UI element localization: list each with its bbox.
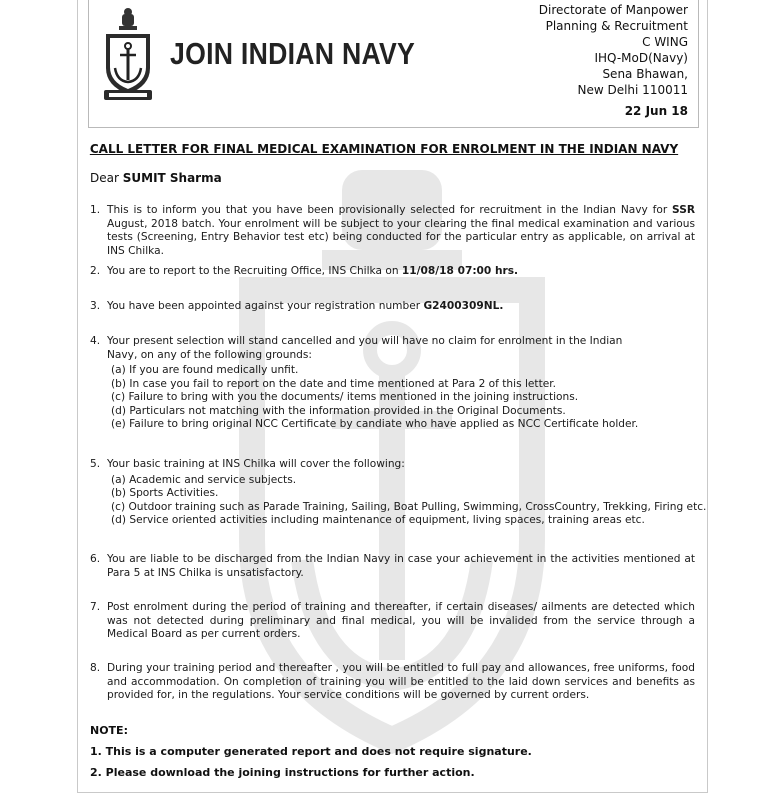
candidate-first-name: SUMIT xyxy=(122,171,166,185)
candidate-last-name: Sharma xyxy=(165,171,222,185)
page-border-right xyxy=(707,0,708,792)
indian-navy-crest-icon xyxy=(100,6,156,102)
paragraph-text: Post enrolment during the period of training and thereafter, if certain diseases/ ailments are detected which was not detected during preliminary and final medical, you will be invalided from the service through a Medical Board as per current orders. xyxy=(107,601,695,640)
note-item: 2. Please download the joining instructions for further action. xyxy=(90,766,475,779)
paragraph-number: 8. xyxy=(90,662,101,674)
note-heading: NOTE: xyxy=(90,724,128,737)
paragraph-line: Your basic training at INS Chilka will cover the following: xyxy=(107,458,405,470)
paragraph-text xyxy=(107,458,707,528)
paragraph-2 xyxy=(90,265,696,279)
paragraph-text xyxy=(107,300,695,314)
paragraph-text-a: This is to inform you that you have been provisionally selected for recruitment in the Indian Navy for xyxy=(107,204,673,216)
address-line: Sena Bhawan, xyxy=(602,67,688,81)
paragraph-line: Navy, on any of the following grounds: xyxy=(107,348,312,361)
paragraph-number: 5. xyxy=(90,458,101,470)
paragraph-3 xyxy=(90,300,696,314)
paragraph-text-b: August, 2018 batch. Your enrolment will be subject to your clearing the final medical examination and various tests (Screening, Entry Behavior test etc) being conducted for the particular entry as applicable, on arrival at INS Chilka. xyxy=(107,217,695,257)
list-item: (c) Outdoor training such as Parade Training, Sailing, Boat Pulling, Swimming, CrossCountry, Trekking, Firing etc. xyxy=(111,500,707,513)
list-item: (d) Service oriented activities including maintenance of equipment, living spaces, training areas etc. xyxy=(111,514,645,526)
list-item: (a) Academic and service subjects. xyxy=(111,473,297,486)
paragraph-number: 4. xyxy=(90,335,101,347)
list-item: (a) If you are found medically unfit. xyxy=(111,364,299,376)
paragraph-text xyxy=(107,335,695,432)
list-item: (c) Failure to bring with you the documents/ items mentioned in the joining instructions. xyxy=(111,391,579,403)
address-line: Planning & Recruitment xyxy=(545,19,688,33)
registration-number: G2400309NL. xyxy=(423,300,504,312)
address-line: New Delhi 110011 xyxy=(577,83,688,97)
list-item: (d) Particulars not matching with the information provided in the Original Documents. xyxy=(111,404,566,417)
list-item: (b) In case you fail to report on the date and time mentioned at Para 2 of this letter. xyxy=(111,377,556,390)
paragraph-text xyxy=(107,265,695,279)
paragraph-number: 6. xyxy=(90,553,101,565)
paragraph-1 xyxy=(90,204,696,257)
letter-title: CALL LETTER FOR FINAL MEDICAL EXAMINATION FOR ENROLMENT IN THE INDIAN NAVY xyxy=(89,142,679,156)
report-datetime: 11/08/18 07:00 hrs. xyxy=(401,265,519,277)
paragraph-8 xyxy=(90,662,696,704)
salutation-prefix: Dear xyxy=(90,171,123,185)
list-item: (e) Failure to bring original NCC Certificate by candiate who have applied as NCC Certificate holder. xyxy=(111,418,639,430)
paragraph-number: 1. xyxy=(90,204,101,216)
list-item: (b) Sports Activities. xyxy=(111,487,219,499)
salutation xyxy=(90,171,222,185)
letter-date: 22 Jun 18 xyxy=(624,104,688,118)
page-border-left xyxy=(77,0,78,792)
paragraph-text xyxy=(107,204,695,258)
paragraph-number: 2. xyxy=(90,265,101,277)
paragraph-5 xyxy=(90,458,707,530)
address-line: IHQ-MoD(Navy) xyxy=(594,51,688,65)
address-line: C WING xyxy=(642,35,688,49)
brand-title: JOIN INDIAN NAVY xyxy=(170,36,416,71)
address-line: Directorate of Manpower xyxy=(538,3,688,17)
sender-address xyxy=(539,2,688,98)
paragraph-text-a: You are to report to the Recruiting Office, INS Chilka on xyxy=(107,265,402,277)
paragraph-4 xyxy=(90,335,696,435)
paragraph-text: You are liable to be discharged from the Indian Navy in case your achievement in the activities mentioned at Para 5 at INS Chilka is unsatisfactory. xyxy=(107,553,695,579)
paragraph-text: During your training period and thereafter , you will be entitled to full pay and allowances, free uniforms, food and accommodation. On completion of training you will be entitled to the laid down services and benefits as provided for, in the regulations. Your service conditions will be governed by current orders. xyxy=(107,662,695,701)
paragraph-number: 7. xyxy=(90,601,101,613)
note-item: 1. This is a computer generated report and does not require signature. xyxy=(90,745,532,758)
paragraph-text-a: You have been appointed against your registration number xyxy=(107,300,424,312)
paragraph-number: 3. xyxy=(90,300,101,312)
page-border-bottom xyxy=(77,792,708,793)
paragraph-7 xyxy=(90,601,696,643)
paragraph-line: Your present selection will stand cancelled and you will have no claim for enrolment in the Indian xyxy=(107,335,623,347)
paragraph-6 xyxy=(90,553,696,581)
entry-type: SSR xyxy=(672,204,695,216)
